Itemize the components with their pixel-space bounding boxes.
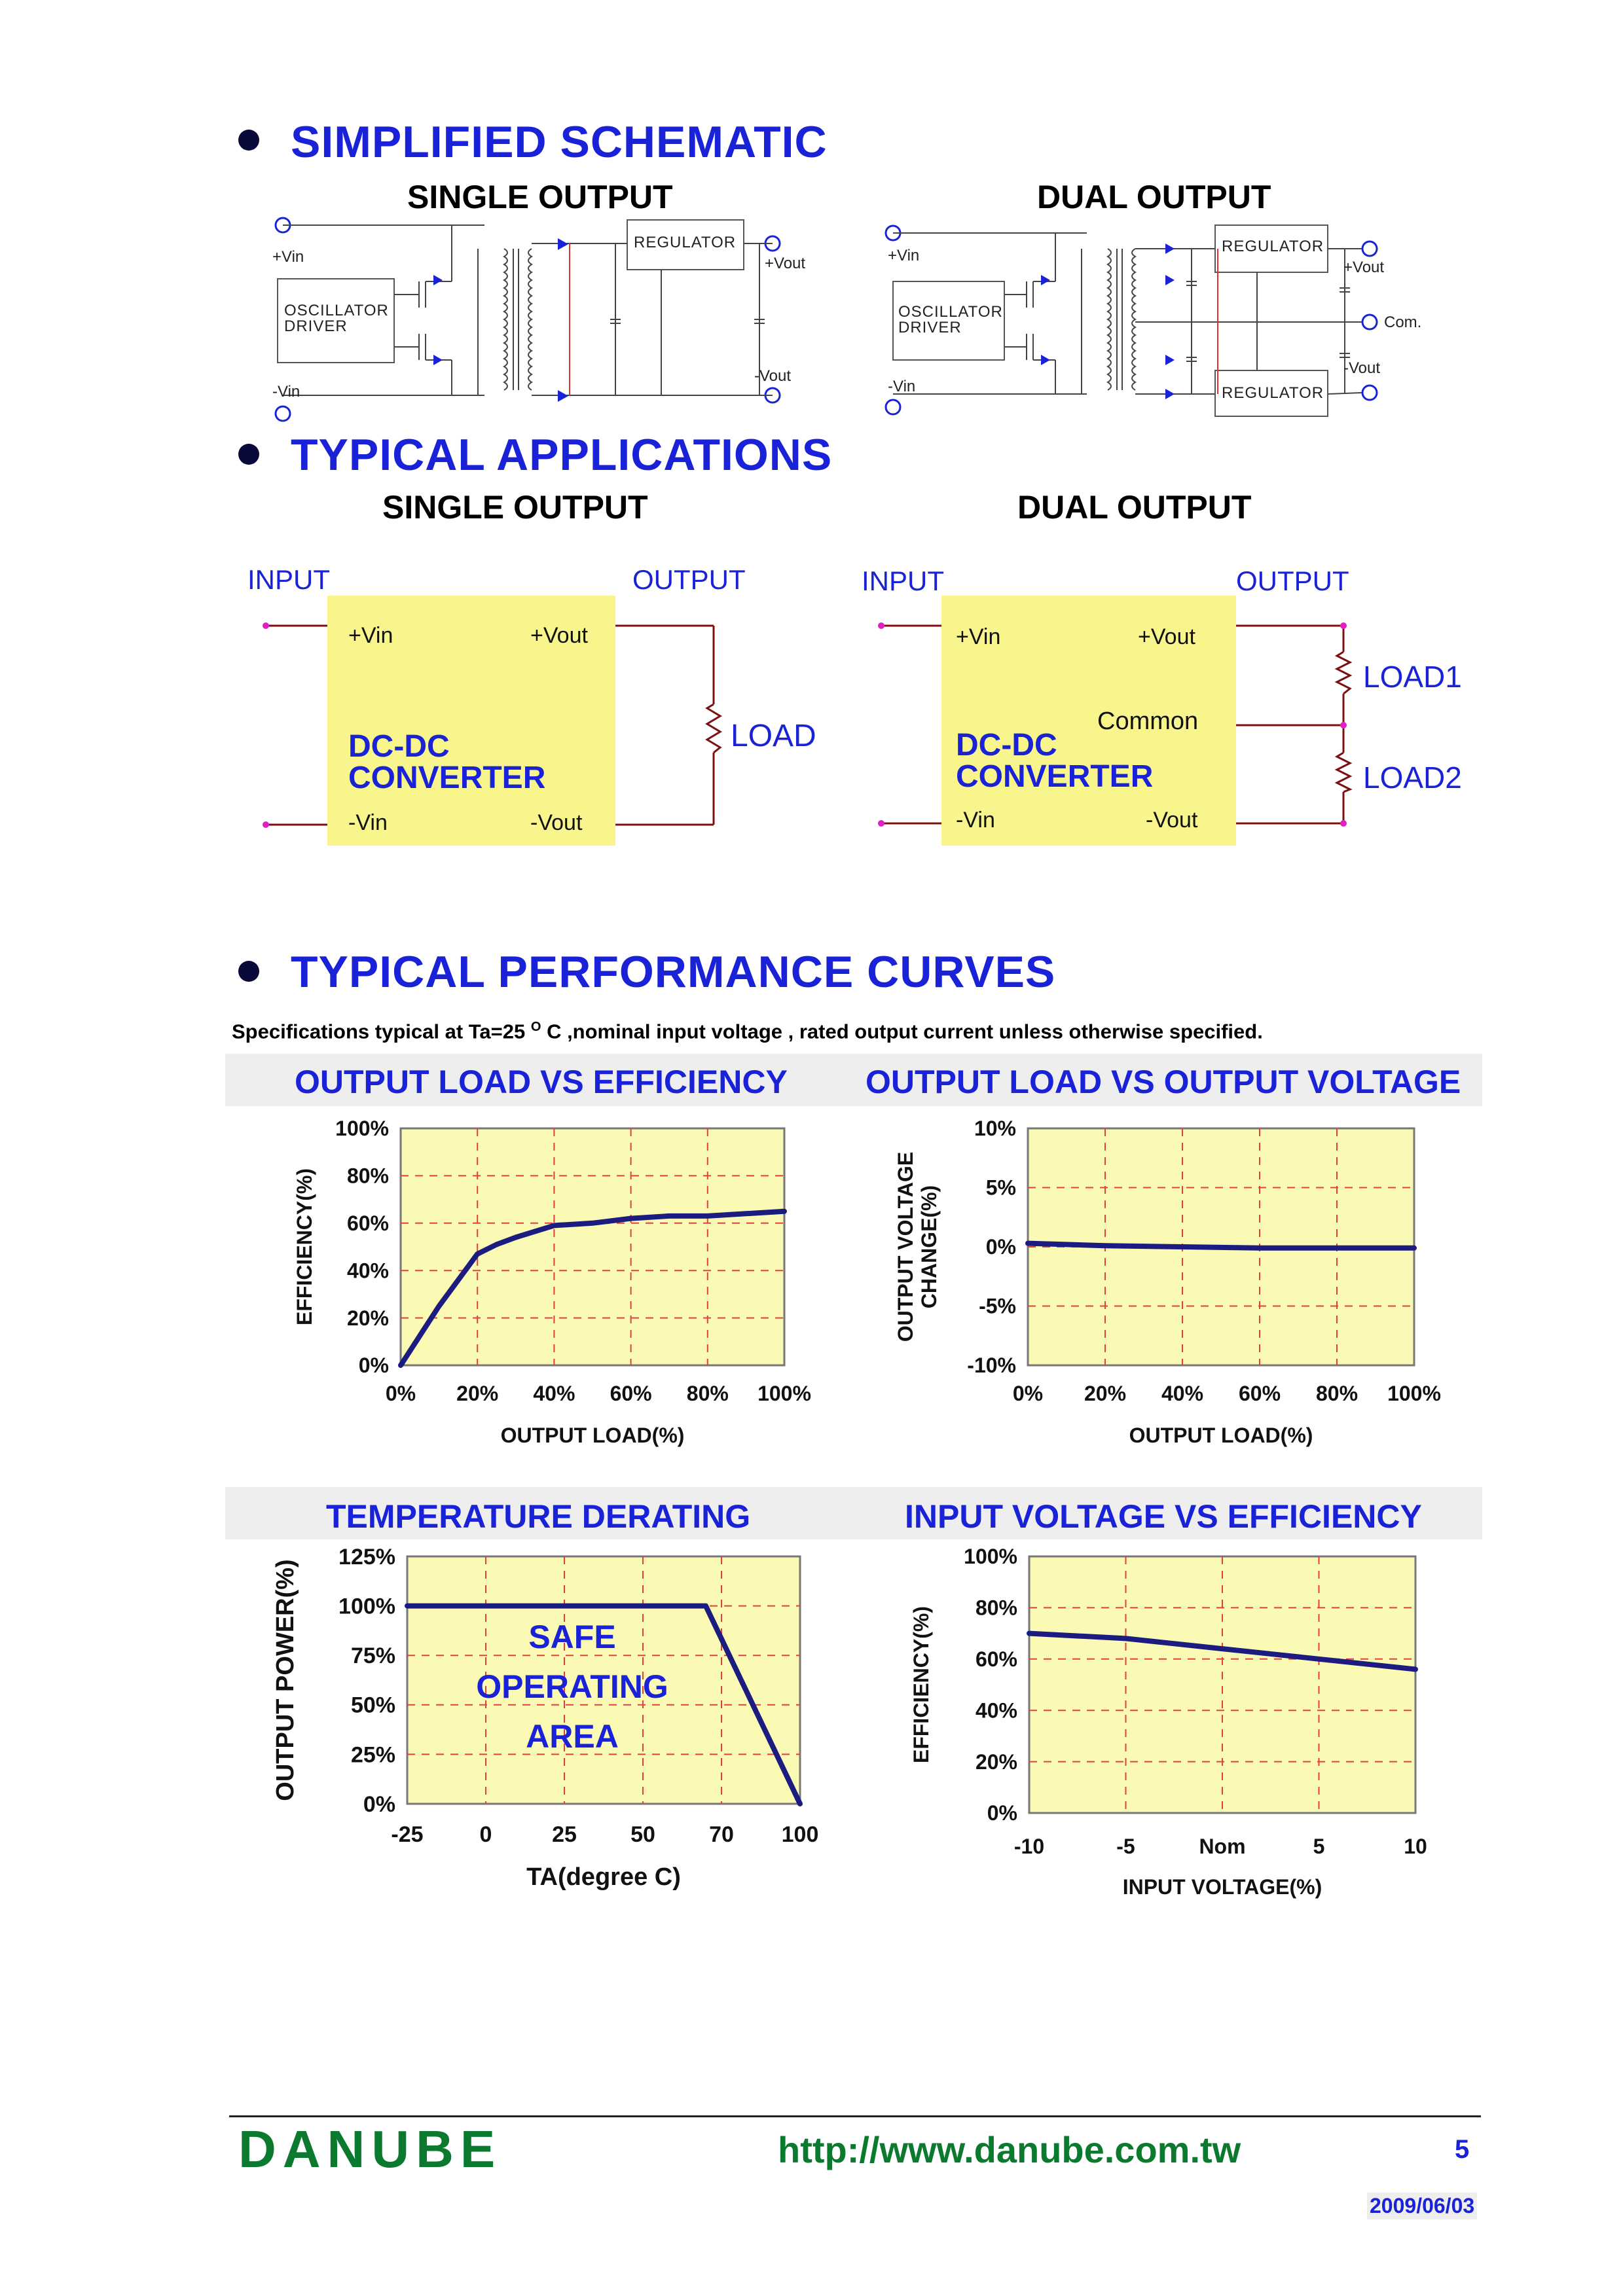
schematic-dual-vout-pos: +Vout [1343,259,1385,276]
schematic-dual-osc-line2: DRIVER [898,319,962,336]
section-title-applications: TYPICAL APPLICATIONS [291,430,833,480]
y-axis-label: EFFICIENCY(%) [909,1606,933,1763]
app-single-vin-neg: -Vin [348,810,388,835]
x-tick-label: 0% [1012,1382,1044,1405]
schematic-vout-pos: +Vout [765,255,806,272]
schematic-dual-vout-neg: -Vout [1343,359,1381,377]
x-tick-label: 50 [630,1822,655,1847]
chart-title-temperature: TEMPERATURE DERATING [326,1498,751,1535]
specs-note-part1: Specifications typical at Ta=25 [232,1020,526,1043]
x-tick-label: 5 [1313,1835,1325,1858]
y-tick-label: 40% [346,1259,389,1283]
dual-output-schematic [877,209,1467,432]
y-tick-label: 0% [987,1801,1017,1825]
y-tick-label: 75% [350,1643,395,1669]
y-tick-label: 0% [363,1791,395,1817]
x-axis-label: OUTPUT LOAD(%) [1129,1424,1313,1447]
single-application-diagram [242,556,845,864]
schematic-vin-pos: +Vin [272,248,304,266]
bullet-icon [238,130,259,151]
x-tick-label: 40% [1161,1382,1204,1405]
x-axis-label: OUTPUT LOAD(%) [500,1424,685,1447]
app-single-vin-pos: +Vin [348,623,393,648]
y-tick-label: 80% [975,1596,1017,1620]
y-tick-label: 20% [975,1749,1017,1774]
x-tick-label: 40% [533,1382,575,1405]
x-tick-label: 0% [385,1382,416,1405]
app-dual-load2: LOAD2 [1363,761,1462,795]
app-single-conv-line1: DC-DC [348,729,450,764]
app-dual-vout-pos: +Vout [1138,624,1195,649]
schematic-dual-vin-neg: -Vin [888,378,916,395]
schematic-dual-vin-pos: +Vin [888,247,920,264]
applications-single-title: SINGLE OUTPUT [382,489,648,526]
app-dual-common: Common [1097,708,1199,735]
x-tick-label: 60% [1238,1382,1281,1405]
app-dual-vin-neg: -Vin [956,808,995,833]
schematic-regulator: REGULATOR [634,234,737,251]
y-tick-label: 100% [964,1545,1017,1569]
x-tick-label: 70 [709,1822,734,1847]
x-tick-label: 20% [456,1382,499,1405]
schematic-single-title: SINGLE OUTPUT [407,179,673,215]
app-single-vout-pos: +Vout [530,623,588,648]
schematic-dual-com: Com. [1384,314,1422,331]
y-tick-label: 20% [346,1306,389,1330]
applications-dual-title: DUAL OUTPUT [1017,489,1252,526]
x-tick-label: 60% [610,1382,652,1405]
app-single-output: OUTPUT [632,564,746,595]
footer-date: 2009/06/03 [1367,2193,1477,2219]
y-tick-label: 50% [350,1693,395,1718]
single-output-schematic [262,209,825,432]
y-tick-label: 125% [338,1545,395,1570]
schematic-vout-neg: -Vout [754,367,792,385]
chart-input-efficiency [871,1545,1486,1937]
y-tick-label: -10% [967,1354,1016,1378]
dual-application-diagram [858,556,1486,864]
app-dual-load1: LOAD1 [1363,660,1462,694]
app-dual-vin-pos: +Vin [956,624,1001,649]
y-tick-label: 10% [974,1117,1016,1141]
app-single-input: INPUT [247,564,330,595]
x-tick-label: 0 [479,1822,492,1847]
annotation-label: AREA [526,1717,619,1755]
x-tick-label: 80% [1315,1382,1359,1405]
x-tick-label: 10 [1404,1835,1427,1858]
footer-url-link[interactable]: http://www.danube.com.tw [778,2129,1241,2170]
x-axis-label: TA(degree C) [526,1863,681,1891]
app-single-conv-line2: CONVERTER [348,761,546,795]
chart-title-load-efficiency: OUTPUT LOAD VS EFFICIENCY [295,1064,788,1100]
y-tick-label: 100% [335,1117,389,1141]
specs-note-sup: O [530,1020,541,1034]
app-dual-output: OUTPUT [1236,565,1349,596]
y-tick-label: 25% [350,1742,395,1768]
y-axis-label: OUTPUT POWER(%) [272,1559,299,1801]
schematic-dual-osc-line1: OSCILLATOR [898,303,1003,321]
x-tick-label: -10 [1013,1835,1045,1858]
chart-load-efficiency [262,1113,851,1479]
y-tick-label: -5% [979,1294,1016,1318]
app-dual-input: INPUT [862,565,944,596]
y-tick-label: 100% [338,1594,395,1619]
x-tick-label: 100% [1387,1382,1441,1405]
chart-title-input-efficiency: INPUT VOLTAGE VS EFFICIENCY [905,1498,1422,1535]
schematic-vin-neg: -Vin [272,383,301,401]
y-tick-label: 60% [346,1211,389,1235]
y-axis-label: CHANGE(%) [917,1185,941,1309]
x-tick-label: 25 [552,1822,577,1847]
x-tick-label: -5 [1116,1835,1135,1858]
y-tick-label: 80% [346,1164,389,1188]
y-tick-label: 60% [975,1647,1017,1671]
annotation-label: OPERATING [476,1668,668,1705]
chart-load-voltage [871,1113,1486,1479]
y-axis-label: OUTPUT VOLTAGE [894,1151,917,1342]
schematic-osc-line1: OSCILLATOR [284,302,389,319]
plot-area [401,1128,784,1365]
x-tick-label: Nom [1199,1835,1246,1858]
y-tick-label: 0% [358,1354,389,1378]
specs-note-part2: C ,nominal input voltage , rated output current unless otherwise specified. [547,1020,1263,1043]
app-dual-vout-neg: -Vout [1146,808,1198,833]
y-tick-label: 40% [975,1698,1017,1723]
x-tick-label: 100% [757,1382,811,1405]
y-tick-label: 5% [985,1175,1016,1200]
specs-note [232,1020,1263,1043]
footer-page-number: 5 [1455,2135,1470,2164]
bullet-icon [238,444,259,465]
annotation-label: SAFE [528,1618,616,1655]
app-dual-conv-line2: CONVERTER [956,759,1154,794]
x-axis-label: INPUT VOLTAGE(%) [1122,1875,1322,1899]
y-axis-label: EFFICIENCY(%) [293,1168,316,1325]
footer-divider [229,2115,1481,2117]
footer-logo: DANUBE [238,2120,502,2178]
app-single-load: LOAD [731,719,816,753]
section-title-curves: TYPICAL PERFORMANCE CURVES [291,947,1056,997]
schematic-dual-regulator-bottom: REGULATOR [1222,384,1324,402]
chart-title-load-voltage: OUTPUT LOAD VS OUTPUT VOLTAGE [866,1064,1461,1100]
bullet-icon [238,961,259,982]
schematic-osc-line2: DRIVER [284,317,348,335]
schematic-dual-title: DUAL OUTPUT [1037,179,1271,215]
chart-temperature-derating [262,1545,851,1937]
x-tick-label: 20% [1084,1382,1127,1405]
x-tick-label: 100 [781,1822,819,1847]
section-title-schematic: SIMPLIFIED SCHEMATIC [291,117,828,167]
app-single-vout-neg: -Vout [530,810,583,835]
x-tick-label: -25 [391,1822,424,1847]
schematic-dual-regulator-top: REGULATOR [1222,238,1324,255]
x-tick-label: 80% [686,1382,729,1405]
app-dual-conv-line1: DC-DC [956,728,1057,762]
y-tick-label: 0% [985,1235,1016,1259]
